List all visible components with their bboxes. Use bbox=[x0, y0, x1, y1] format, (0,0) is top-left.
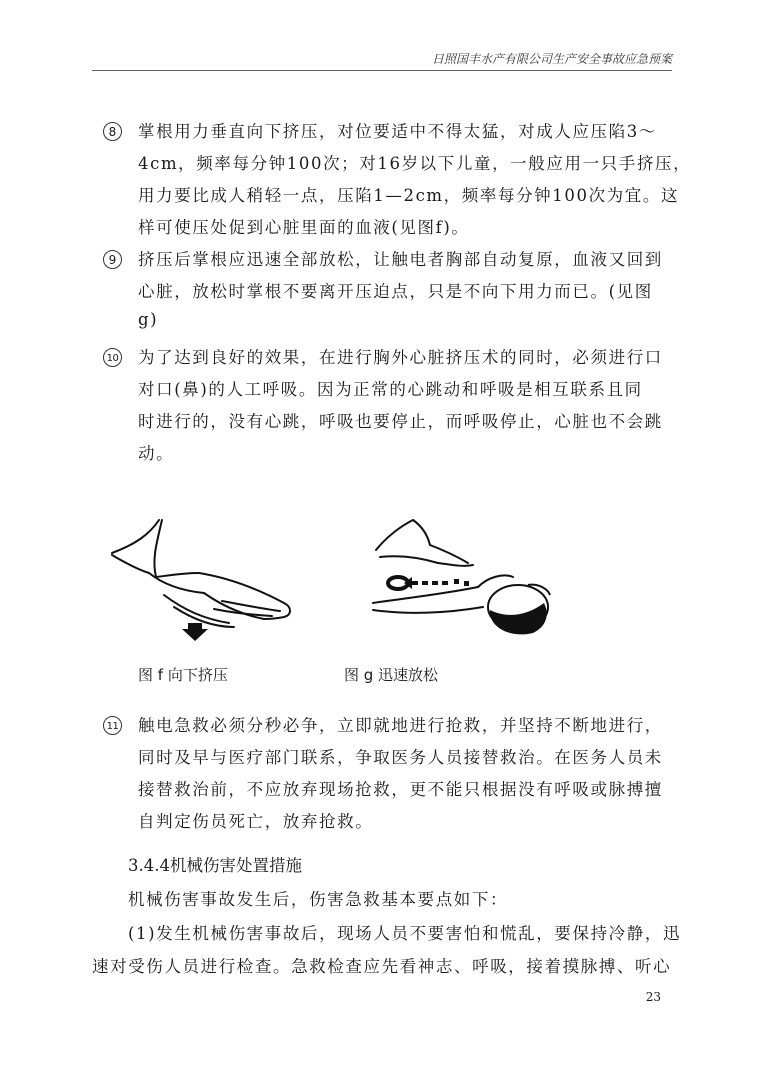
section-heading: 3.4.4机械伤害处置措施 bbox=[128, 856, 302, 875]
circled-number-11: 11 bbox=[103, 716, 122, 735]
running-header: 日照国丰水产有限公司生产安全事故应急预案 bbox=[431, 52, 672, 66]
item-11-line-3: 接替救治前，不应放弃现场抢救，更不能只根据没有呼吸或脉搏擅 bbox=[138, 780, 663, 799]
circled-number-9: 9 bbox=[103, 250, 122, 269]
item-11-line-4: 自判定伤员死亡，放弃抢救。 bbox=[138, 812, 374, 831]
item-10-line-3: 时进行的，没有心跳，呼吸也要停止，而呼吸停止，心脏也不会跳 bbox=[138, 412, 663, 431]
item-10-line-1: 为了达到良好的效果，在进行胸外心脏挤压术的同时，必须进行口 bbox=[138, 348, 663, 367]
figure-g-release-illustration bbox=[368, 515, 558, 645]
section-intro: 机械伤害事故发生后，伤害急救基本要点如下： bbox=[128, 890, 509, 909]
item-8-line-4: 样可使压处促到心脏里面的血液(见图f)。 bbox=[138, 218, 470, 237]
paragraph-1-line-1: (1)发生机械伤害事故后，现场人员不要害怕和慌乱，要保持冷静，迅 bbox=[128, 924, 682, 943]
item-8-line-1: 掌根用力垂直向下挤压，对位要适中不得太猛，对成人应压陷3～ bbox=[138, 122, 657, 141]
item-8-line-3: 用力要比成人稍轻一点，压陷1—2cm，频率每分钟100次为宜。这 bbox=[138, 186, 680, 205]
item-8-line-2: 4cm，频率每分钟100次；对16岁以下儿童，一般应用一只手挤压， bbox=[138, 154, 692, 173]
item-9-line-1: 挤压后掌根应迅速全部放松，让触电者胸部自动复原，血液又回到 bbox=[138, 250, 663, 269]
figure-f-caption: 图 f 向下挤压 bbox=[138, 666, 228, 684]
item-9-line-2: 心脏，放松时掌根不要离开压迫点，只是不向下用力而已。(见图 bbox=[138, 282, 653, 301]
item-10-line-2: 对口(鼻)的人工呼吸。因为正常的心跳动和呼吸是相互联系且同 bbox=[138, 380, 643, 399]
item-9-line-3: g) bbox=[138, 310, 159, 329]
item-10-line-4: 动。 bbox=[138, 444, 175, 463]
item-11-line-2: 同时及早与医疗部门联系，争取医务人员接替救治。在医务人员未 bbox=[138, 748, 663, 767]
header-rule bbox=[92, 70, 672, 71]
figure-g-caption: 图 g 迅速放松 bbox=[344, 666, 439, 684]
circled-number-8: 8 bbox=[103, 122, 122, 141]
circled-number-10: 10 bbox=[103, 348, 122, 367]
page-number: 23 bbox=[645, 990, 661, 1004]
item-11-line-1: 触电急救必须分秒必争，立即就地进行抢救，并坚持不断地进行， bbox=[138, 716, 663, 735]
figure-f-press-down-illustration bbox=[104, 515, 304, 645]
paragraph-1-line-2: 速对受伤人员进行检查。急救检查应先看神志、呼吸，接着摸脉搏、听心 bbox=[92, 957, 672, 976]
